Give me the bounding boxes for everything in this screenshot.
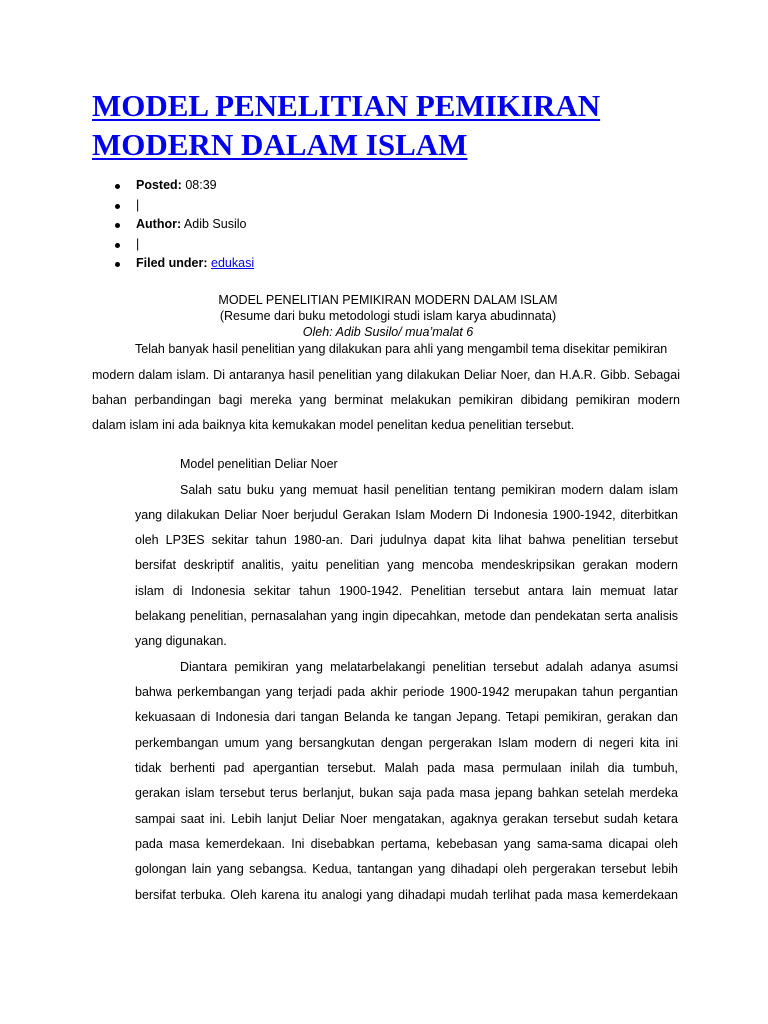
paragraph-line: tidak berhenti pad apergantian tersebut. Malah pada masa permulaan inilah dia tumbuh, bbox=[135, 761, 678, 775]
intro-line: modern dalam islam. Di antaranya hasil penelitian yang dilakukan Deliar Noer, dan H.A.R. Gibb. Sebagai bbox=[92, 368, 680, 382]
paragraph-line: sampai saat ini. Lebih lanjut Deliar Noer mengatakan, agaknya gerakan tersebut sudah ketara bbox=[135, 812, 678, 826]
author-value: Adib Susilo bbox=[183, 217, 247, 232]
paragraph-line: perkembangan umum yang bersangkutan dengan pergerakan Islam modern di negeri kita ini bbox=[135, 736, 678, 750]
paragraph-line: Diantara pemikiran yang melatarbelakangi penelitian tersebut adalah adanya asumsi bbox=[180, 660, 678, 674]
article-byline: Oleh: Adib Susilo/ mua’malat 6 bbox=[302, 325, 474, 339]
paragraph-line: pada masa kemerdekaan. Ini disebabkan pertama, kebebasan yang sama-sama dicapai oleh bbox=[135, 837, 678, 851]
author-label: Author: bbox=[136, 217, 182, 232]
meta-separator bbox=[113, 196, 254, 216]
separator-text: | bbox=[136, 197, 140, 212]
paragraph-line: bersifat deskriptif analitis, yaitu penelitian yang mencoba mendeskripsikan gerakan modern bbox=[135, 558, 678, 572]
intro-line: dalam islam ini ada baiknya kita kemukakan model penelitan kedua penelitian tersebut. bbox=[92, 418, 575, 432]
post-meta-list bbox=[113, 176, 254, 274]
author-item bbox=[113, 215, 254, 235]
paragraph-line: belakang penelitian, pernasalahan yang ingin dipecahkan, metode dan pendekatan serta analisis bbox=[135, 609, 678, 623]
paragraph-line: Salah satu buku yang memuat hasil penelitian tentang pemikiran modern dalam islam bbox=[180, 483, 678, 497]
filed-under-item bbox=[113, 254, 254, 274]
intro-line: Telah banyak hasil penelitian yang dilakukan para ahli yang mengambil tema disekitar pemikiran bbox=[135, 342, 668, 356]
paragraph-line: golongan lain yang sebangsa. Kedua, tantangan yang dihadapi oleh pergerakan tersebut lebih bbox=[135, 862, 678, 876]
section-title: Model penelitian Deliar Noer bbox=[180, 457, 338, 471]
paragraph-line: bersifat terbuka. Oleh karena itu analogi yang dihadapi mudah terlihat pada masa kemerdekaan bbox=[135, 888, 678, 902]
paragraph-line: yang dilakukan Deliar Noer berjudul Gerakan Islam Modern Di Indonesia 1900-1942, diterbitkan bbox=[135, 508, 678, 522]
filed-under-label: Filed under: bbox=[136, 256, 208, 271]
category-link[interactable]: edukasi bbox=[211, 256, 255, 271]
paragraph-line: bahwa perkembangan yang terjadi pada akhir periode 1900-1942 merupakan tahun pergantian bbox=[135, 685, 678, 699]
posted-label: Posted: bbox=[136, 178, 182, 192]
meta-separator bbox=[113, 235, 254, 255]
intro-line: bahan perbandingan bagi mereka yang berminat melakukan pemikiran dibidang pemikiran modern bbox=[92, 393, 680, 407]
paragraph-line: gerakan islam tersebut terus berlanjut, bukan saja pada masa jepang bahkan setelah merdeka bbox=[135, 786, 678, 800]
posted-item bbox=[113, 176, 254, 196]
separator-text: | bbox=[136, 236, 140, 251]
paragraph-line: islam di Indonesia sekitar tahun 1900-1942. Penelitian tersebut antara lain memuat latar bbox=[135, 584, 678, 598]
posted-value: 08:39 bbox=[185, 178, 217, 192]
paragraph-line: oleh LP3ES sekitar tahun 1980-an. Dari judulnya dapat kita lihat bahwa penelitian tersebut bbox=[135, 533, 678, 547]
article-subheading: (Resume dari buku metodologi studi islam karya abudinnata) bbox=[219, 309, 557, 323]
post-title-link[interactable]: MODEL PENELITIAN PEMIKIRAN MODERN DALAM ISLAM bbox=[92, 88, 601, 162]
article-heading: MODEL PENELITIAN PEMIKIRAN MODERN DALAM ISLAM bbox=[218, 293, 558, 307]
paragraph-line: kekuasaan di Indonesia dari tangan Belanda ke tangan Jepang. Tetapi pemikiran, gerakan dan bbox=[135, 710, 678, 724]
paragraph-line: yang digunakan. bbox=[135, 634, 227, 648]
